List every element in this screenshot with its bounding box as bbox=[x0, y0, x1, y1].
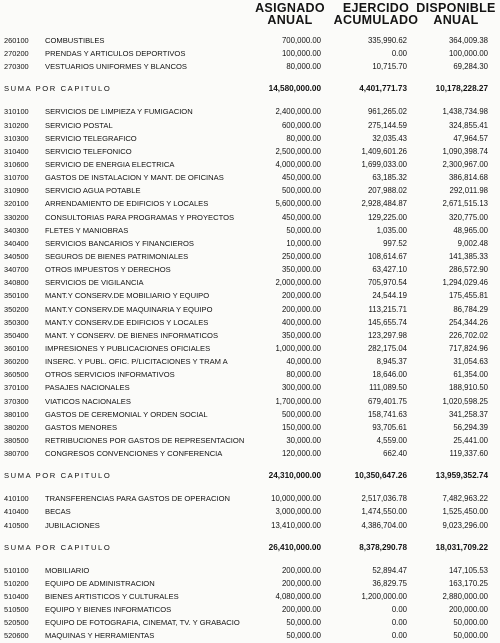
disponible-value: 188,910.50 bbox=[448, 383, 488, 393]
account-code: 360200 bbox=[4, 357, 29, 367]
account-code: 310700 bbox=[4, 173, 29, 183]
account-description: BIENES ARTISTICOS Y CULTURALES bbox=[45, 591, 179, 601]
disponible-value: 86,784.29 bbox=[453, 304, 488, 314]
account-description: IMPRESIONES Y PUBLICACIONES OFICIALES bbox=[45, 343, 211, 353]
account-code: 350200 bbox=[4, 304, 29, 314]
account-code: 360100 bbox=[4, 343, 29, 353]
account-code: 340800 bbox=[4, 278, 29, 288]
asignado-value: 200,000.00 bbox=[281, 578, 321, 588]
account-code: 380500 bbox=[4, 435, 29, 445]
account-description: SEGUROS DE BIENES PATRIMONIALES bbox=[45, 251, 189, 261]
budget-row bbox=[0, 276, 500, 289]
account-code: 270300 bbox=[4, 62, 29, 72]
disponible-value: 364,009.38 bbox=[448, 36, 488, 45]
chapter-total-row bbox=[0, 81, 500, 97]
disponible-value: 286,572.90 bbox=[448, 265, 488, 275]
asignado-value: 1,700,000.00 bbox=[275, 396, 321, 406]
disponible-value: 1,438,734.98 bbox=[442, 107, 488, 117]
disponible-value: 226,702.02 bbox=[448, 330, 488, 340]
account-description: ARRENDAMIENTO DE EDIFICIOS Y LOCALES bbox=[45, 199, 209, 209]
disponible-value: 175,455.81 bbox=[448, 291, 488, 301]
account-description: INSERC. Y PUBL. OFIC. P/LICITACIONES Y TRAM A bbox=[45, 357, 228, 367]
ejercido-value: 0.00 bbox=[391, 605, 407, 615]
ejercido-value: 997.52 bbox=[383, 238, 407, 248]
row-spacer bbox=[0, 97, 500, 105]
ejercido-value: 0.00 bbox=[391, 618, 407, 628]
budget-row bbox=[0, 492, 500, 505]
budget-row bbox=[0, 158, 500, 171]
account-code: 380200 bbox=[4, 422, 29, 432]
ejercido-value: 8,945.37 bbox=[376, 357, 407, 367]
account-code: 320100 bbox=[4, 199, 29, 209]
ejercido-value: 63,427.10 bbox=[372, 265, 407, 275]
ejercido-value: 4,559.00 bbox=[376, 435, 407, 445]
ejercido-value: 93,705.61 bbox=[372, 422, 407, 432]
ejercido-value: 113,215.71 bbox=[368, 304, 407, 314]
ejercido-value: 52,894.47 bbox=[372, 565, 407, 575]
asignado-value: 10,000.00 bbox=[286, 238, 321, 248]
disponible-value: 100,000.00 bbox=[448, 49, 488, 59]
account-code: 520500 bbox=[4, 618, 29, 628]
header-asignado-line1: ASIGNADO bbox=[255, 1, 325, 15]
asignado-value: 5,600,000.00 bbox=[275, 199, 321, 209]
account-code: 510400 bbox=[4, 591, 29, 601]
account-code: 340400 bbox=[4, 238, 29, 248]
disponible-value: 292,011.98 bbox=[449, 186, 488, 196]
disponible-value: 9,002.48 bbox=[457, 238, 488, 248]
account-description: OTROS SERVICIOS INFORMATIVOS bbox=[45, 370, 175, 380]
account-code: 410100 bbox=[4, 494, 29, 504]
asignado-value: 200,000.00 bbox=[281, 304, 321, 314]
budget-row bbox=[0, 408, 500, 421]
chapter-total-label: SUMA POR CAPITULO bbox=[4, 471, 112, 481]
account-code: 310200 bbox=[4, 120, 29, 130]
disponible-value: 47,964.57 bbox=[453, 133, 488, 143]
budget-row bbox=[0, 329, 500, 342]
header-ejercido-line2: ACUMULADO bbox=[333, 13, 419, 27]
ejercido-value: 1,035.00 bbox=[376, 225, 407, 235]
row-spacer bbox=[0, 532, 500, 540]
disponible-value: 717,824.96 bbox=[448, 343, 488, 353]
ejercido-value: 158,741.63 bbox=[367, 409, 407, 419]
account-description: VESTUARIOS UNIFORMES Y BLANCOS bbox=[45, 62, 187, 72]
ejercido-value: 63,185.32 bbox=[372, 173, 407, 183]
budget-row bbox=[0, 211, 500, 224]
account-code: 350100 bbox=[4, 291, 29, 301]
account-code: 340500 bbox=[4, 251, 29, 261]
budget-row bbox=[0, 47, 500, 60]
budget-row bbox=[0, 263, 500, 276]
ejercido-value: 679,401.75 bbox=[367, 396, 407, 406]
account-description: SERVICIO TELEGRAFICO bbox=[45, 133, 137, 143]
asignado-value: 50,000.00 bbox=[286, 225, 321, 235]
row-spacer bbox=[0, 556, 500, 564]
disponible-value: 25,441.00 bbox=[453, 435, 488, 445]
account-code: 510500 bbox=[4, 605, 29, 615]
account-description: MANT.Y CONSERV.DE MAQUINARIA Y EQUIPO bbox=[45, 304, 213, 314]
account-description: OTROS IMPUESTOS Y DERECHOS bbox=[45, 265, 171, 275]
asignado-value: 350,000.00 bbox=[281, 265, 321, 275]
account-description: GASTOS MENORES bbox=[45, 422, 118, 432]
account-description: SERVICIO AGUA POTABLE bbox=[45, 186, 141, 196]
disponible-value: 2,671,515.13 bbox=[442, 199, 488, 209]
account-description: MANT.Y CONSERV.DE EDIFICIOS Y LOCALES bbox=[45, 317, 209, 327]
ejercido-value: 282,175.04 bbox=[367, 343, 407, 353]
account-description: SERVICIO POSTAL bbox=[45, 120, 113, 130]
disponible-value: 7,482,963.22 bbox=[442, 494, 488, 504]
asignado-value: 400,000.00 bbox=[281, 317, 321, 327]
asignado-value: 40,000.00 bbox=[286, 357, 321, 367]
disponible-value: 163,170.25 bbox=[448, 578, 488, 588]
ejercido-value: 1,409,601.26 bbox=[361, 146, 407, 156]
budget-row bbox=[0, 629, 500, 642]
account-description: MANT.Y CONSERV.DE MOBILIARIO Y EQUIPO bbox=[45, 291, 210, 301]
asignado-value: 350,000.00 bbox=[281, 330, 321, 340]
ejercido-value: 961,265.02 bbox=[367, 107, 407, 117]
ejercido-value: 0.00 bbox=[391, 631, 407, 641]
budget-row bbox=[0, 381, 500, 394]
chapter-total-label: SUMA POR CAPITULO bbox=[4, 84, 112, 94]
disponible-value: 48,965.00 bbox=[453, 225, 488, 235]
ejercido-value: 2,517,036.78 bbox=[361, 494, 407, 504]
asignado-value: 50,000.00 bbox=[286, 631, 321, 641]
disponible-value: 1,020,598.25 bbox=[442, 396, 488, 406]
disponible-value: 31,054.63 bbox=[453, 357, 488, 367]
disponible-value: 341,258.37 bbox=[448, 409, 488, 419]
budget-row bbox=[0, 303, 500, 316]
budget-row bbox=[0, 421, 500, 434]
asignado-value: 200,000.00 bbox=[281, 565, 321, 575]
account-code: 410500 bbox=[4, 520, 29, 530]
account-code: 310900 bbox=[4, 186, 29, 196]
ejercido-total: 10,350,647.26 bbox=[354, 471, 407, 481]
asignado-value: 450,000.00 bbox=[281, 212, 321, 222]
account-code: 350400 bbox=[4, 330, 29, 340]
budget-row bbox=[0, 616, 500, 629]
account-description: MOBILIARIO bbox=[45, 565, 90, 575]
account-description: CONGRESOS CONVENCIONES Y CONFERENCIA bbox=[45, 449, 223, 459]
header-asignado-anual bbox=[244, 2, 336, 26]
account-code: 380100 bbox=[4, 409, 29, 419]
disponible-value: 2,300,967.00 bbox=[442, 159, 488, 169]
ejercido-value: 207,988.02 bbox=[367, 186, 407, 196]
account-code: 380700 bbox=[4, 449, 29, 459]
account-code: 310400 bbox=[4, 146, 29, 156]
asignado-total: 24,310,000.00 bbox=[268, 471, 321, 481]
account-description: SERVICIO TELEFONICO bbox=[45, 146, 132, 156]
account-description: SERVICIOS BANCARIOS Y FINANCIEROS bbox=[45, 238, 194, 248]
budget-row bbox=[0, 368, 500, 381]
disponible-value: 2,880,000.00 bbox=[442, 591, 488, 601]
budget-row bbox=[0, 34, 500, 47]
budget-row bbox=[0, 342, 500, 355]
budget-row bbox=[0, 171, 500, 184]
row-spacer bbox=[0, 460, 500, 468]
budget-row bbox=[0, 590, 500, 603]
chapter-total-label: SUMA POR CAPITULO bbox=[4, 542, 112, 552]
ejercido-value: 111,089.50 bbox=[369, 383, 407, 393]
disponible-value: 61,354.00 bbox=[453, 370, 488, 380]
asignado-value: 300,000.00 bbox=[281, 383, 321, 393]
disponible-value: 320,775.00 bbox=[448, 212, 488, 222]
ejercido-value: 705,970.54 bbox=[367, 278, 407, 288]
ejercido-value: 108,614.67 bbox=[367, 251, 407, 261]
disponible-total: 13,959,352.74 bbox=[435, 471, 488, 481]
ejercido-value: 1,474,550.00 bbox=[361, 507, 407, 517]
budget-row bbox=[0, 60, 500, 73]
asignado-value: 4,000,000.00 bbox=[275, 159, 321, 169]
ejercido-value: 123,297.98 bbox=[367, 330, 407, 340]
account-code: 310600 bbox=[4, 159, 29, 169]
budget-row bbox=[0, 434, 500, 447]
account-code: 310300 bbox=[4, 133, 29, 143]
disponible-value: 119,337.60 bbox=[449, 449, 488, 459]
disponible-value: 1,294,029.46 bbox=[442, 278, 488, 288]
budget-row bbox=[0, 105, 500, 118]
budget-row bbox=[0, 197, 500, 210]
account-description: COMBUSTIBLES bbox=[45, 36, 105, 45]
budget-row bbox=[0, 564, 500, 577]
disponible-value: 324,855.41 bbox=[448, 120, 488, 130]
disponible-value: 200,000.00 bbox=[448, 605, 488, 615]
asignado-value: 3,000,000.00 bbox=[275, 507, 321, 517]
account-description: EQUIPO Y BIENES INFORMATICOS bbox=[45, 605, 172, 615]
chapter-total-row bbox=[0, 468, 500, 484]
asignado-value: 80,000.00 bbox=[286, 62, 321, 72]
account-description: GASTOS DE CEREMONIAL Y ORDEN SOCIAL bbox=[45, 409, 208, 419]
account-code: 340300 bbox=[4, 225, 29, 235]
asignado-value: 200,000.00 bbox=[281, 291, 321, 301]
account-code: 410400 bbox=[4, 507, 29, 517]
chapter-total-row bbox=[0, 540, 500, 556]
ejercido-value: 32,035.43 bbox=[372, 133, 407, 143]
row-spacer bbox=[0, 484, 500, 492]
asignado-value: 500,000.00 bbox=[281, 186, 321, 196]
disponible-value: 69,284.30 bbox=[453, 62, 488, 72]
header-asignado-line2: ANUAL bbox=[267, 13, 313, 27]
asignado-value: 150,000.00 bbox=[281, 422, 321, 432]
budget-row bbox=[0, 395, 500, 408]
account-code: 260100 bbox=[4, 36, 29, 45]
account-code: 370100 bbox=[4, 383, 29, 393]
asignado-value: 4,080,000.00 bbox=[275, 591, 321, 601]
account-code: 370300 bbox=[4, 396, 29, 406]
asignado-value: 1,000,000.00 bbox=[275, 343, 321, 353]
account-description: BECAS bbox=[45, 507, 71, 517]
disponible-value: 56,294.39 bbox=[453, 422, 488, 432]
header-disponible-line1: DISPONIBLE bbox=[416, 1, 496, 15]
account-description: SERVICIOS DE LIMPIEZA Y FUMIGACION bbox=[45, 107, 193, 117]
asignado-value: 200,000.00 bbox=[281, 605, 321, 615]
disponible-value: 386,814.68 bbox=[448, 173, 488, 183]
ejercido-total: 4,401,771.73 bbox=[359, 84, 407, 94]
disponible-value: 50,000.00 bbox=[453, 631, 488, 641]
asignado-total: 14,580,000.00 bbox=[268, 84, 321, 94]
ejercido-value: 1,699,033.00 bbox=[361, 159, 407, 169]
account-description: MANT. Y CONSERV. DE BIENES INFORMATICOS bbox=[45, 330, 219, 340]
asignado-total: 26,410,000.00 bbox=[268, 542, 321, 552]
budget-row bbox=[0, 577, 500, 590]
ejercido-value: 0.00 bbox=[391, 49, 407, 59]
asignado-value: 500,000.00 bbox=[281, 409, 321, 419]
account-description: PASAJES NACIONALES bbox=[45, 383, 130, 393]
budget-row bbox=[0, 132, 500, 145]
account-code: 270200 bbox=[4, 49, 29, 59]
account-description: GASTOS DE INSTALACION Y MANT. DE OFICINAS bbox=[45, 173, 224, 183]
account-description: CONSULTORIAS PARA PROGRAMAS Y PROYECTOS bbox=[45, 212, 235, 222]
budget-row bbox=[0, 237, 500, 250]
budget-row bbox=[0, 145, 500, 158]
account-description: JUBILACIONES bbox=[45, 520, 100, 530]
row-spacer bbox=[0, 73, 500, 81]
budget-row bbox=[0, 316, 500, 329]
ejercido-value: 18,646.00 bbox=[372, 370, 407, 380]
disponible-value: 141,385.33 bbox=[448, 251, 488, 261]
account-code: 350300 bbox=[4, 317, 29, 327]
asignado-value: 700,000.00 bbox=[281, 36, 321, 45]
budget-row bbox=[0, 224, 500, 237]
asignado-value: 80,000.00 bbox=[286, 133, 321, 143]
budget-row bbox=[0, 355, 500, 368]
account-description: RETRIBUCIONES POR GASTOS DE REPRESENTACION bbox=[45, 435, 245, 445]
account-code: 360500 bbox=[4, 370, 29, 380]
disponible-value: 147,105.53 bbox=[448, 565, 488, 575]
header-ejercido-line1: EJERCIDO bbox=[342, 1, 410, 15]
budget-row bbox=[0, 519, 500, 532]
budget-table bbox=[0, 34, 500, 642]
asignado-value: 250,000.00 bbox=[281, 251, 321, 261]
ejercido-value: 10,715.70 bbox=[372, 62, 407, 72]
budget-row bbox=[0, 184, 500, 197]
ejercido-value: 36,829.75 bbox=[372, 578, 407, 588]
account-code: 510200 bbox=[4, 578, 29, 588]
account-code: 510100 bbox=[4, 565, 29, 575]
ejercido-total: 8,378,290.78 bbox=[359, 542, 407, 552]
ejercido-value: 335,990.62 bbox=[367, 36, 407, 45]
account-code: 340700 bbox=[4, 265, 29, 275]
asignado-value: 50,000.00 bbox=[286, 618, 321, 628]
ejercido-value: 145,655.74 bbox=[367, 317, 407, 327]
header-ejercido-acumulado bbox=[328, 2, 424, 26]
asignado-value: 10,000,000.00 bbox=[271, 494, 321, 504]
budget-row bbox=[0, 119, 500, 132]
account-description: SERVICIOS DE VIGILANCIA bbox=[45, 278, 144, 288]
asignado-value: 100,000.00 bbox=[281, 49, 321, 59]
budget-row bbox=[0, 289, 500, 302]
disponible-value: 50,000.00 bbox=[453, 618, 488, 628]
disponible-value: 9,023,296.00 bbox=[442, 520, 488, 530]
asignado-value: 2,000,000.00 bbox=[275, 278, 321, 288]
account-description: PRENDAS Y ARTICULOS DEPORTIVOS bbox=[45, 49, 186, 59]
account-description: FLETES Y MANIOBRAS bbox=[45, 225, 129, 235]
asignado-value: 13,410,000.00 bbox=[271, 520, 321, 530]
budget-row bbox=[0, 250, 500, 263]
account-code: 330200 bbox=[4, 212, 29, 222]
header-disponible-anual bbox=[412, 2, 500, 26]
disponible-value: 1,525,450.00 bbox=[442, 507, 488, 517]
account-description: TRANSFERENCIAS PARA GASTOS DE OPERACION bbox=[45, 494, 230, 504]
account-description: EQUIPO DE ADMINISTRACION bbox=[45, 578, 155, 588]
budget-row bbox=[0, 505, 500, 518]
account-description: EQUIPO DE FOTOGRAFIA, CINEMAT, TV. Y GRABACIO bbox=[45, 618, 240, 628]
account-description: SERVICIO DE ENERGIA ELECTRICA bbox=[45, 159, 175, 169]
account-description: MAQUINAS Y HERRAMIENTAS bbox=[45, 631, 155, 641]
asignado-value: 30,000.00 bbox=[286, 435, 321, 445]
account-description: VIATICOS NACIONALES bbox=[45, 396, 131, 406]
asignado-value: 80,000.00 bbox=[286, 370, 321, 380]
asignado-value: 600,000.00 bbox=[281, 120, 321, 130]
ejercido-value: 4,386,704.00 bbox=[361, 520, 407, 530]
asignado-value: 450,000.00 bbox=[281, 173, 321, 183]
asignado-value: 120,000.00 bbox=[281, 449, 321, 459]
asignado-value: 2,500,000.00 bbox=[275, 146, 321, 156]
disponible-total: 18,031,709.22 bbox=[435, 542, 488, 552]
disponible-value: 254,344.26 bbox=[448, 317, 488, 327]
disponible-value: 1,090,398.74 bbox=[442, 146, 488, 156]
ejercido-value: 2,928,484.87 bbox=[361, 199, 407, 209]
budget-row bbox=[0, 603, 500, 616]
ejercido-value: 662.40 bbox=[383, 449, 407, 459]
ejercido-value: 24,544.19 bbox=[372, 291, 407, 301]
budget-row bbox=[0, 447, 500, 460]
ejercido-value: 1,200,000.00 bbox=[361, 591, 407, 601]
asignado-value: 2,400,000.00 bbox=[275, 107, 321, 117]
ejercido-value: 129,225.00 bbox=[367, 212, 407, 222]
column-headers bbox=[0, 2, 500, 32]
account-code: 310100 bbox=[4, 107, 29, 117]
disponible-total: 10,178,228.27 bbox=[435, 84, 488, 94]
ejercido-value: 275,144.59 bbox=[367, 120, 407, 130]
account-code: 520600 bbox=[4, 631, 29, 641]
header-disponible-line2: ANUAL bbox=[433, 13, 479, 27]
